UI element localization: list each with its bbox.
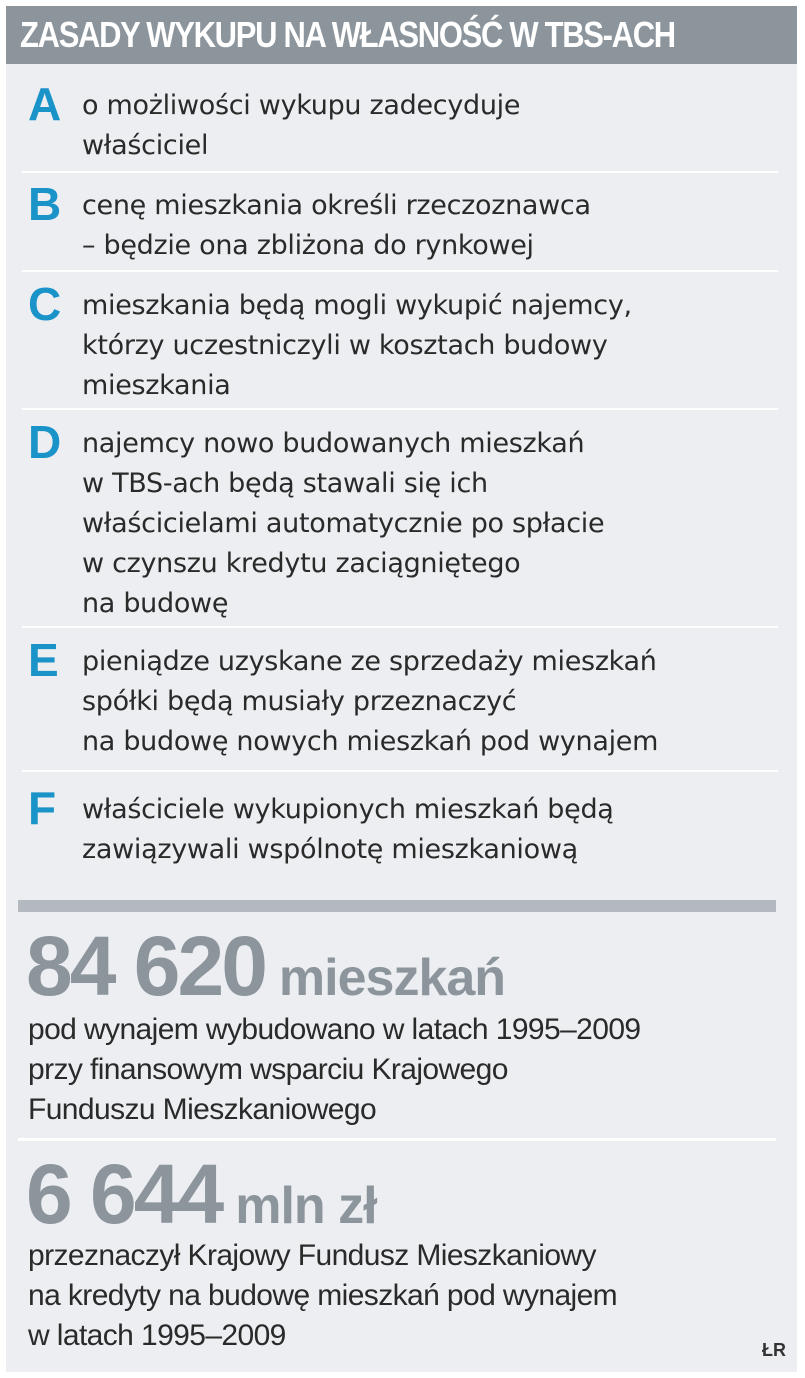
rule-divider xyxy=(22,171,778,173)
rule-text-line: mieszkania będą mogli wykupić najemcy, xyxy=(82,290,632,321)
rule-text-line: mieszkania xyxy=(82,370,231,401)
rule-text-line: właścicielami automatycznie po spłacie xyxy=(82,508,605,539)
stat-headline xyxy=(26,1146,377,1243)
stat-number: 6 644 xyxy=(26,1147,222,1241)
rule-letter: B xyxy=(28,178,62,230)
rule-letter: D xyxy=(28,416,62,468)
rule-letter: E xyxy=(28,634,59,686)
rule-text-line: którzy uczestniczyli w kosztach budowy xyxy=(82,330,608,361)
rule-text-line: pieniądze uzyskane ze sprzedaży mieszkań xyxy=(82,646,657,677)
page-title: ZASADY WYKUPU NA WŁASNOŚĆ W TBS-ACH xyxy=(20,14,675,55)
rule-divider xyxy=(22,626,778,628)
stat-divider xyxy=(18,1138,776,1141)
stat-description xyxy=(28,1010,778,1130)
rule-text xyxy=(82,286,782,406)
stat-description-line: przy finansowym wsparciu Krajowego xyxy=(28,1053,508,1086)
rule-text-line: spółki będą musiały przeznaczyć xyxy=(82,686,517,717)
rule-divider xyxy=(22,408,778,410)
rule-text-line: o możliwości wykupu zadecyduje xyxy=(82,90,521,121)
rule-text xyxy=(82,86,782,166)
rule-text-line: w czynszu kredytu zaciągniętego xyxy=(82,548,521,579)
rule-text-line: na budowę nowych mieszkań pod wynajem xyxy=(82,726,659,757)
title-bar xyxy=(6,6,797,64)
rule-text-line: – będzie ona zbliżona do rynkowej xyxy=(82,230,534,261)
stat-unit: mieszkań xyxy=(278,949,506,1007)
author-credit: ŁR xyxy=(762,1340,786,1360)
rule-text-line: najemcy nowo budowanych mieszkań xyxy=(82,428,585,459)
rule-text-line: w TBS-ach będą stawali się ich xyxy=(82,468,488,499)
rule-divider xyxy=(22,770,778,772)
rule-text xyxy=(82,642,782,762)
rule-text-line: na budowę xyxy=(82,588,229,619)
stat-number: 84 620 xyxy=(26,919,265,1013)
rule-letter: F xyxy=(28,782,57,834)
rule-text-line: właściciel xyxy=(82,130,209,161)
rule-divider xyxy=(22,270,778,272)
rule-text-line: zawiązywali wspólnotę mieszkaniową xyxy=(82,834,578,865)
rule-text xyxy=(82,790,782,870)
section-divider xyxy=(18,900,776,912)
stat-unit: mln zł xyxy=(235,1177,377,1235)
rule-text xyxy=(82,424,782,624)
stat-description-line: w latach 1995–2009 xyxy=(28,1319,286,1352)
rule-letter: A xyxy=(28,78,62,130)
stat-description-line: na kredyty na budowę mieszkań pod wynajem xyxy=(28,1279,618,1312)
stat-description xyxy=(28,1236,778,1356)
rule-text xyxy=(82,186,782,266)
rule-letter: C xyxy=(28,278,62,330)
rule-text-line: właściciele wykupionych mieszkań będą xyxy=(82,794,614,825)
stat-description-line: przeznaczył Krajowy Fundusz Mieszkaniowy xyxy=(28,1239,596,1272)
stat-description-line: pod wynajem wybudowano w latach 1995–2009 xyxy=(28,1013,641,1046)
stat-description-line: Funduszu Mieszkaniowego xyxy=(28,1093,377,1126)
rule-text-line: cenę mieszkania określi rzeczoznawca xyxy=(82,190,591,221)
stat-headline xyxy=(26,918,505,1015)
